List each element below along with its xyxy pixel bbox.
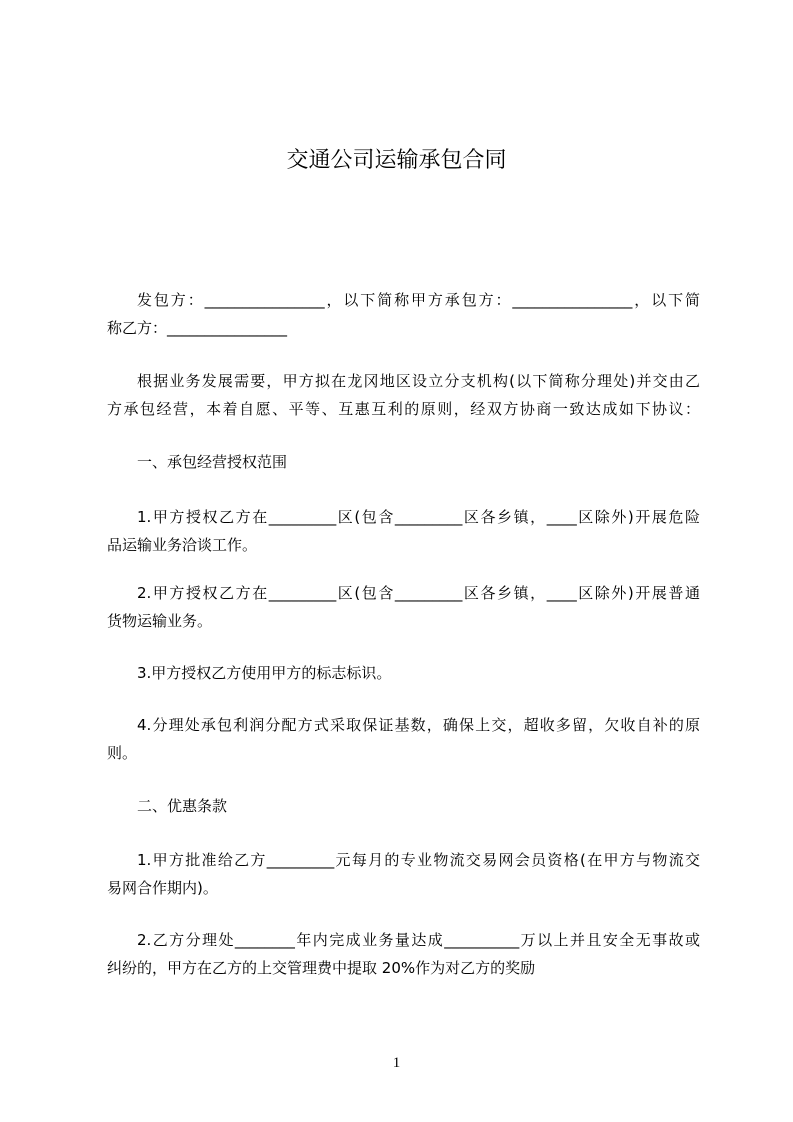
clause-2-2-line-1: 2.乙方分理处________年内完成业务量达成__________万以上并且安全无事故或 xyxy=(137,931,700,949)
clause-1-1-line-2: 品运输业务洽谈工作。 xyxy=(107,536,258,554)
section-heading-2: 二、优惠条款 xyxy=(137,797,228,815)
clause-2-2-line-2: 纠纷的，甲方在乙方的上交管理费中提取 20%作为对乙方的奖励 xyxy=(107,959,536,977)
clause-1-4-line-2: 则。 xyxy=(107,744,138,762)
clause-1-4-line-1: 4.分理处承包利润分配方式采取保证基数，确保上交，超收多留，欠收自补的原 xyxy=(137,716,700,734)
paragraph-parties-line-1: 发包方：________________，以下简称甲方承包方：________________，以下简 xyxy=(137,291,700,309)
clause-1-2-line-2: 货物运输业务。 xyxy=(107,612,213,630)
clause-1-3: 3.甲方授权乙方使用甲方的标志标识。 xyxy=(137,664,392,682)
document-title: 交通公司运输承包合同 xyxy=(286,148,507,173)
clause-1-1-line-1: 1.甲方授权乙方在_________区(包含_________区各乡镇，____区除外)开展危险 xyxy=(137,508,700,526)
paragraph-parties-line-2: 称乙方：________________ xyxy=(107,319,288,337)
paragraph-intro-line-2: 方承包经营，本着自愿、平等、互惠互利的原则，经双方协商一致达成如下协议： xyxy=(107,400,700,418)
paragraph-intro-line-1: 根据业务发展需要，甲方拟在龙冈地区设立分支机构(以下简称分理处)并交由乙 xyxy=(137,372,700,390)
clause-2-1-line-1: 1.甲方批准给乙方_________元每月的专业物流交易网会员资格(在甲方与物流交 xyxy=(137,851,700,869)
section-heading-1: 一、承包经营授权范围 xyxy=(137,453,288,471)
clause-2-1-line-2: 易网合作期内)。 xyxy=(107,879,218,897)
clause-1-2-line-1: 2.甲方授权乙方在_________区(包含_________区各乡镇，____区除外)开展普通 xyxy=(137,584,700,602)
page-number: 1 xyxy=(392,1055,401,1071)
